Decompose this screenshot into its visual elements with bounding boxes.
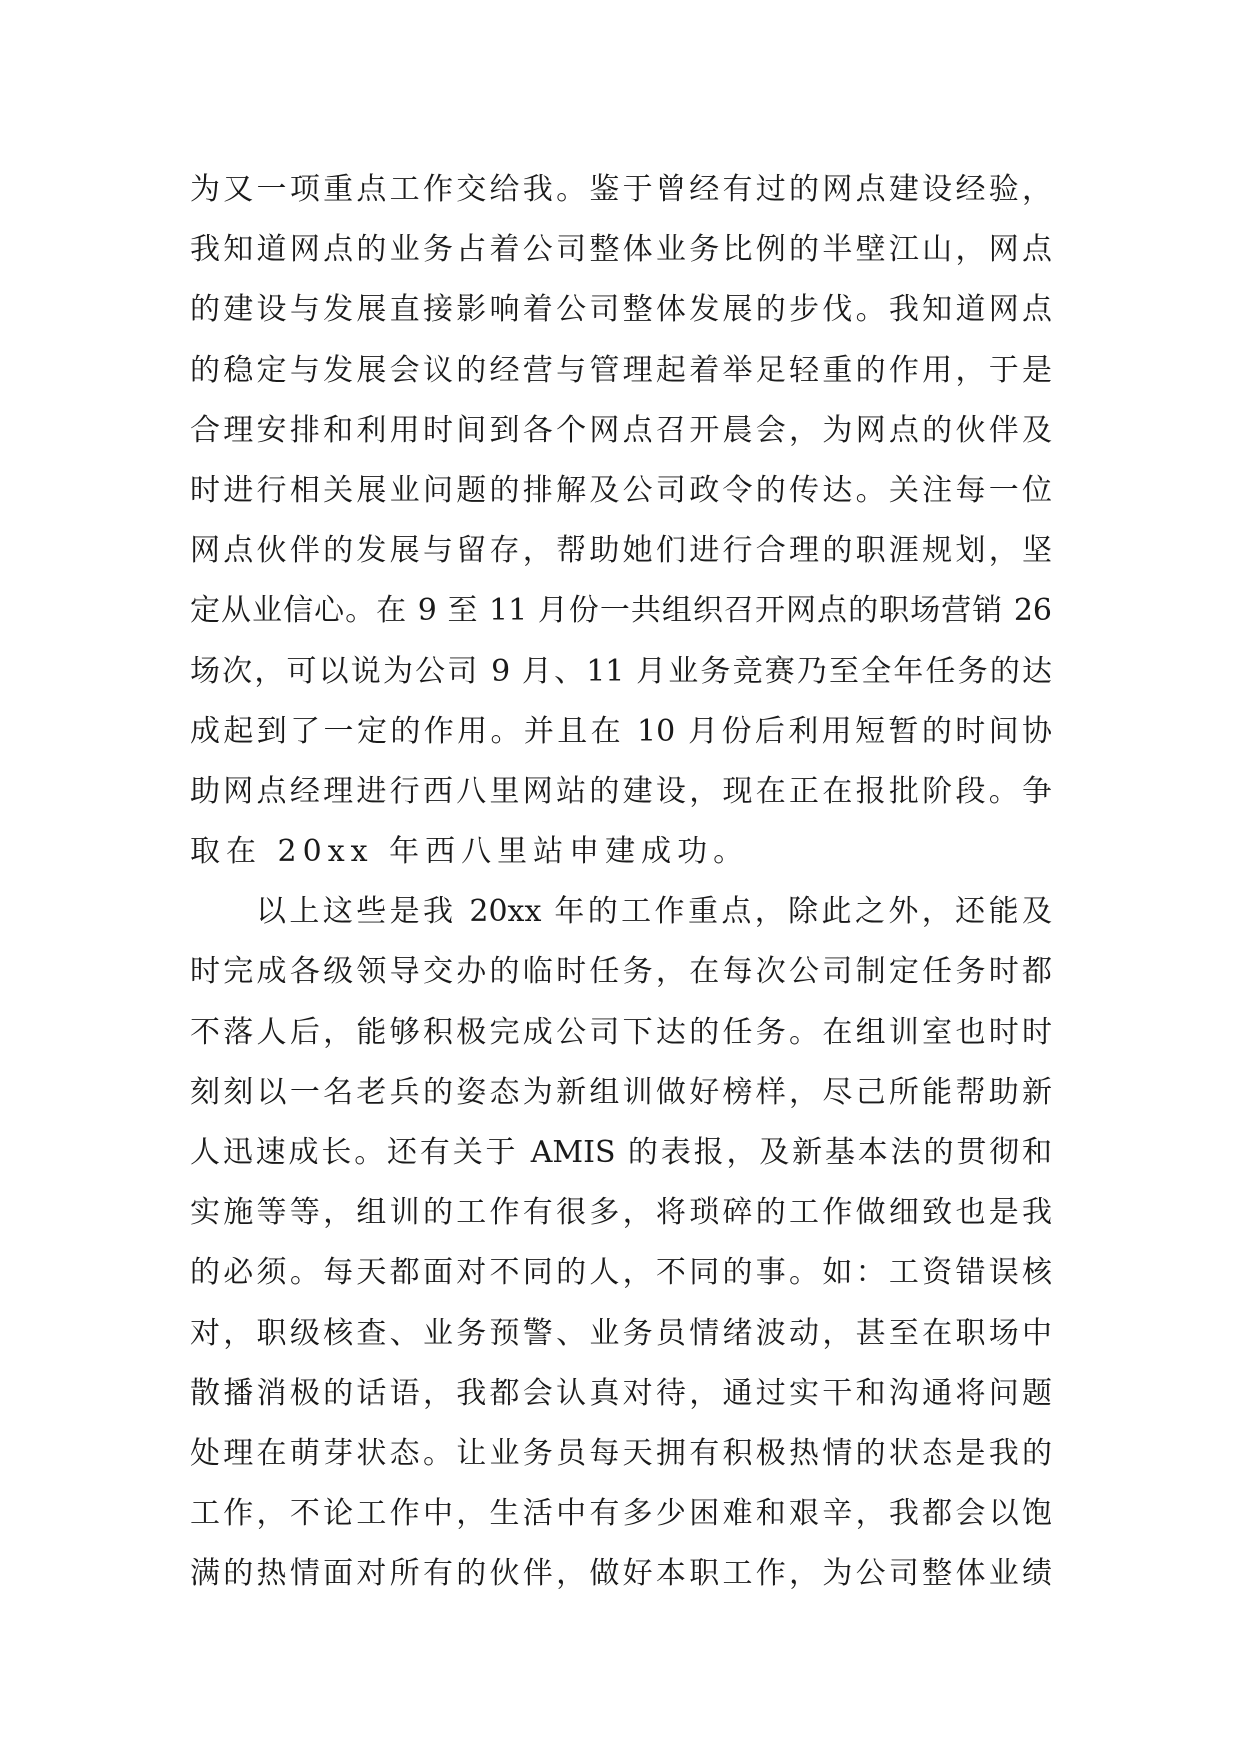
text-line: 助网点经理进行西八里网站的建设，现在正在报批阶段。争 <box>190 773 1052 809</box>
text-line: 的稳定与发展会议的经营与管理起着举足轻重的作用，于是 <box>190 352 1052 388</box>
text-line: 人迅速成长。还有关于 AMIS 的表报，及新基本法的贯彻和 <box>190 1135 1052 1170</box>
text-line: 以上这些是我 20xx 年的工作重点，除此之外，还能及 <box>256 894 1052 930</box>
text-line: 合理安排和利用时间到各个网点召开晨会，为网点的伙伴及 <box>190 412 1052 448</box>
text-line: 定从业信心。在 9 至 11 月份一共组织召开网点的职场营销 26 <box>190 593 1052 629</box>
text-line: 网点伙伴的发展与留存，帮助她们进行合理的职涯规划，坚 <box>190 533 1052 569</box>
text-line: 满的热情面对所有的伙伴，做好本职工作，为公司整体业绩 <box>190 1556 1052 1592</box>
text-line: 取在 20xx 年西八里站申建成功。 <box>190 834 750 870</box>
text-line: 时进行相关展业问题的排解及公司政令的传达。关注每一位 <box>190 472 1052 508</box>
body-text <box>190 160 1052 1605</box>
text-line: 刻刻以一名老兵的姿态为新组训做好榜样，尽己所能帮助新 <box>190 1074 1052 1110</box>
text-line: 我知道网点的业务占着公司整体业务比例的半壁江山，网点 <box>190 232 1052 268</box>
paragraph-2 <box>190 882 1052 1604</box>
text-line: 工作，不论工作中，生活中有多少困难和艰辛，我都会以饱 <box>190 1496 1052 1532</box>
text-line: 为又一项重点工作交给我。鉴于曾经有过的网点建设经验， <box>190 172 1052 207</box>
text-line: 实施等等，组训的工作有很多，将琐碎的工作做细致也是我 <box>190 1195 1052 1231</box>
text-line: 的建设与发展直接影响着公司整体发展的步伐。我知道网点 <box>190 292 1052 328</box>
text-line: 散播消极的话语，我都会认真对待，通过实干和沟通将问题 <box>190 1375 1052 1411</box>
text-line: 成起到了一定的作用。并且在 10 月份后利用短暂的时间协 <box>190 713 1052 749</box>
text-line: 场次，可以说为公司 9 月、11 月业务竞赛乃至全年任务的达 <box>190 653 1052 689</box>
text-line: 时完成各级领导交办的临时任务，在每次公司制定任务时都 <box>190 954 1052 990</box>
text-line: 的必须。每天都面对不同的人，不同的事。如：工资错误核 <box>190 1255 1052 1291</box>
text-line: 对，职级核查、业务预警、业务员情绪波动，甚至在职场中 <box>190 1315 1052 1351</box>
text-line: 不落人后，能够积极完成公司下达的任务。在组训室也时时 <box>190 1014 1052 1050</box>
paragraph-1 <box>190 160 1052 882</box>
text-line: 处理在萌芽状态。让业务员每天拥有积极热情的状态是我的 <box>190 1435 1052 1471</box>
